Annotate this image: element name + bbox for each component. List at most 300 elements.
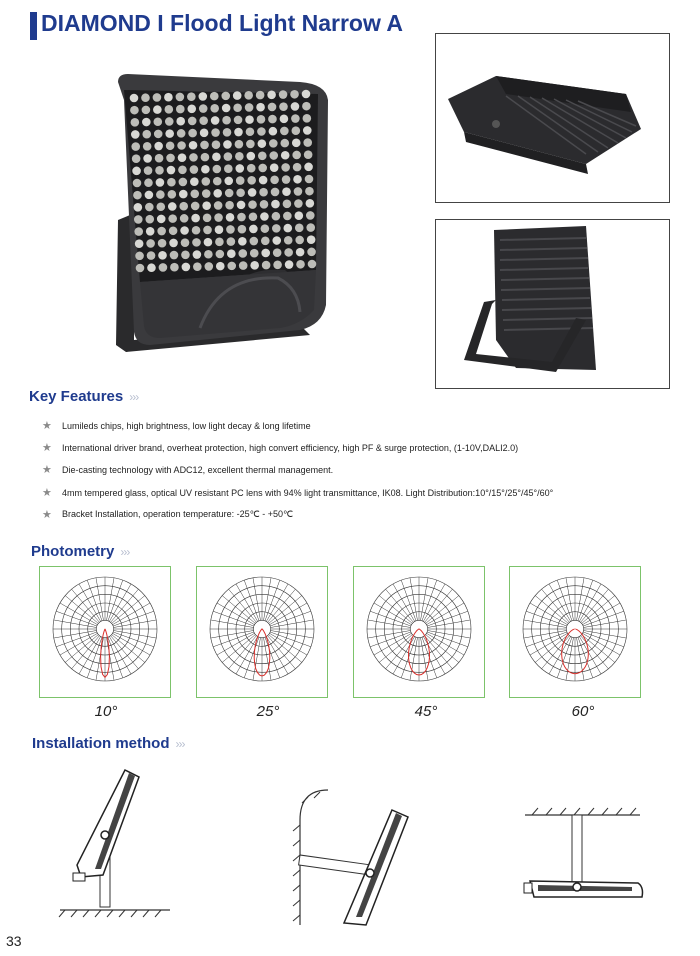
feature-item xyxy=(42,419,311,432)
led-chip xyxy=(272,236,281,245)
led-chip xyxy=(224,177,233,186)
led-chip xyxy=(269,127,278,136)
led-chip xyxy=(166,141,175,150)
feature-item xyxy=(42,441,518,454)
led-chip xyxy=(234,116,243,125)
led-chip xyxy=(246,127,255,136)
led-chip xyxy=(262,261,271,270)
polar-spoke xyxy=(229,589,257,622)
led-chip xyxy=(135,252,144,261)
led-chip xyxy=(284,248,293,257)
led-chip xyxy=(233,91,242,100)
led-chip xyxy=(245,115,254,124)
led-chip xyxy=(216,250,225,259)
photometry-heading xyxy=(31,543,129,560)
page-title: DIAMOND I Flood Light Narrow A xyxy=(41,10,404,36)
led-chip xyxy=(188,129,197,138)
led-chip xyxy=(211,128,220,137)
led-chip xyxy=(180,226,189,235)
led-chip xyxy=(305,187,314,196)
led-chip xyxy=(268,115,277,124)
led-chip xyxy=(146,239,155,248)
led-chip xyxy=(261,236,270,245)
led-chip xyxy=(293,163,302,172)
led-chip xyxy=(133,179,142,188)
led-chip xyxy=(192,238,201,247)
polar-spoke xyxy=(229,636,257,669)
led-chip xyxy=(283,200,292,209)
led-chip xyxy=(145,191,154,200)
feature-text: International driver brand, overheat protection, high convert efficiency, high PF & surge protection, (1-10V,DALI2.0) xyxy=(62,442,519,453)
led-chip xyxy=(213,177,222,186)
led-chip xyxy=(134,227,143,236)
led-chip xyxy=(261,224,270,233)
led-chip xyxy=(130,94,139,103)
led-chip xyxy=(304,163,313,172)
led-chip xyxy=(188,117,197,126)
product-top-view xyxy=(435,33,670,203)
polar-spoke xyxy=(426,596,459,624)
led-chip xyxy=(159,263,168,272)
led-chip xyxy=(200,129,209,138)
led-chip xyxy=(295,211,304,220)
beam-angle-label: 60° xyxy=(571,703,595,720)
beam-angle-label: 10° xyxy=(94,703,118,720)
polar-spoke xyxy=(268,589,296,622)
led-chip xyxy=(167,166,176,175)
feature-text: Die-casting technology with ADC12, excellent thermal management. xyxy=(62,464,334,475)
led-chip xyxy=(191,202,200,211)
led-chip xyxy=(176,105,185,114)
led-chip xyxy=(306,223,315,232)
led-chip xyxy=(296,260,305,269)
led-chip xyxy=(250,237,259,246)
polar-spoke xyxy=(581,589,609,622)
photometry-heading-text: Photometry xyxy=(31,543,115,560)
led-chip xyxy=(187,92,196,101)
polar-spoke xyxy=(268,636,296,669)
led-chip xyxy=(235,164,244,173)
led-chip xyxy=(212,153,221,162)
star-icon: ★ xyxy=(42,509,52,521)
led-chip xyxy=(189,153,198,162)
install-wall-mount xyxy=(290,785,420,930)
led-chip xyxy=(222,116,231,125)
led-chip xyxy=(147,263,156,272)
led-chip xyxy=(256,103,265,112)
beam-angle-label: 45° xyxy=(414,703,438,720)
led-chip xyxy=(234,128,243,137)
polar-diagram-10 xyxy=(39,566,171,698)
led-chip xyxy=(291,102,300,111)
led-chip xyxy=(257,115,266,124)
led-chip xyxy=(306,199,315,208)
led-chip xyxy=(210,92,219,101)
led-chip xyxy=(225,201,234,210)
led-chip xyxy=(307,248,316,257)
led-chip xyxy=(305,175,314,184)
led-chip xyxy=(247,152,256,161)
led-chip xyxy=(176,93,185,102)
feature-item xyxy=(42,508,293,521)
polar-spoke xyxy=(379,596,412,624)
star-icon: ★ xyxy=(42,464,52,476)
led-chip xyxy=(189,141,198,150)
led-chip xyxy=(202,201,211,210)
led-chip xyxy=(176,117,185,126)
led-chip xyxy=(283,224,292,233)
led-chip xyxy=(306,211,315,220)
led-chip xyxy=(157,215,166,224)
polar-diagram-25 xyxy=(196,566,328,698)
chevron-right-icon: ››› xyxy=(175,737,185,751)
title-accent-bar xyxy=(30,12,37,40)
led-chip xyxy=(202,189,211,198)
led-chip xyxy=(222,104,231,113)
feature-text: 4mm tempered glass, optical UV resistant PC lens with 94% light transmittance, IK08. Light Distribution:10°/15°/25°/45°/60° xyxy=(62,487,554,498)
led-chip xyxy=(272,224,281,233)
led-chip xyxy=(282,187,291,196)
led-chip xyxy=(165,117,174,126)
led-chip xyxy=(256,91,265,100)
led-chip xyxy=(199,92,208,101)
key-features-heading xyxy=(29,388,138,405)
led-chip xyxy=(250,249,259,258)
polar-spoke xyxy=(65,635,98,663)
led-chip xyxy=(259,188,268,197)
led-chip xyxy=(227,262,236,271)
polar-spoke xyxy=(72,636,100,669)
led-chip xyxy=(193,262,202,271)
led-chip xyxy=(236,176,245,185)
led-chip xyxy=(249,212,258,221)
led-chip xyxy=(130,106,139,115)
led-chip xyxy=(156,178,165,187)
led-chip xyxy=(226,213,235,222)
led-chip xyxy=(205,262,214,271)
led-chip xyxy=(295,224,304,233)
led-chip xyxy=(210,104,219,113)
star-icon: ★ xyxy=(42,442,52,454)
led-chip xyxy=(280,115,289,124)
led-chip xyxy=(247,164,256,173)
polar-spoke xyxy=(535,635,568,663)
page-number: 33 xyxy=(6,933,22,949)
led-chip xyxy=(158,251,167,260)
led-chip xyxy=(238,249,247,258)
led-chip xyxy=(158,239,167,248)
led-chip xyxy=(259,176,268,185)
led-chip xyxy=(233,103,242,112)
led-chip xyxy=(223,140,232,149)
led-chip xyxy=(142,130,151,139)
led-chip xyxy=(201,165,210,174)
led-chip xyxy=(295,236,304,245)
led-chip xyxy=(134,215,143,224)
led-chip xyxy=(166,154,175,163)
led-chip xyxy=(153,105,162,114)
led-chip xyxy=(294,187,303,196)
led-chip xyxy=(142,118,151,127)
polar-spoke xyxy=(269,635,302,663)
led-chip xyxy=(192,226,201,235)
led-chip xyxy=(227,237,236,246)
led-chip xyxy=(292,126,301,135)
led-chip xyxy=(239,261,248,270)
led-chip xyxy=(181,238,190,247)
led-chip xyxy=(155,154,164,163)
led-chip xyxy=(292,151,301,160)
led-chip xyxy=(257,127,266,136)
led-chip xyxy=(269,151,278,160)
led-chip xyxy=(144,178,153,187)
led-chip xyxy=(258,139,267,148)
led-chip xyxy=(283,212,292,221)
led-chip xyxy=(247,176,256,185)
led-chip xyxy=(132,154,141,163)
polar-spoke xyxy=(269,596,302,624)
feature-text: Lumileds chips, high brightness, low light decay & long lifetime xyxy=(62,420,311,431)
led-chip xyxy=(260,212,269,221)
led-chip xyxy=(146,227,155,236)
product-back-view xyxy=(435,219,670,389)
led-chip xyxy=(213,165,222,174)
led-chip xyxy=(281,151,290,160)
key-features-heading-text: Key Features xyxy=(29,388,124,405)
led-chip xyxy=(177,129,186,138)
led-chip xyxy=(134,203,143,212)
led-chip xyxy=(168,190,177,199)
led-chip xyxy=(180,214,189,223)
led-chip xyxy=(132,167,141,176)
led-chip xyxy=(270,176,279,185)
led-chip xyxy=(293,175,302,184)
led-chip xyxy=(203,214,212,223)
led-chip xyxy=(156,190,165,199)
chevron-right-icon: ››› xyxy=(129,390,139,404)
led-chip xyxy=(191,214,200,223)
polar-spoke xyxy=(222,635,255,663)
led-chip xyxy=(145,215,154,224)
led-chip xyxy=(181,250,190,259)
led-chip xyxy=(245,103,254,112)
led-chip xyxy=(216,262,225,271)
chevron-right-icon: ››› xyxy=(120,545,130,559)
polar-spoke xyxy=(542,636,570,669)
led-chip xyxy=(291,114,300,123)
led-chip xyxy=(248,200,257,209)
installation-heading-text: Installation method xyxy=(32,735,170,752)
led-chip xyxy=(237,201,246,210)
led-chip xyxy=(280,127,289,136)
led-chip xyxy=(282,175,291,184)
led-chip xyxy=(303,126,312,135)
led-chip xyxy=(223,128,232,137)
led-chip xyxy=(224,164,233,173)
led-chip xyxy=(215,238,224,247)
led-chip xyxy=(187,105,196,114)
led-chip xyxy=(308,260,317,269)
led-chip xyxy=(155,166,164,175)
led-chip xyxy=(270,163,279,172)
led-chip xyxy=(279,102,288,111)
led-chip xyxy=(225,189,234,198)
led-chip xyxy=(212,140,221,149)
led-chip xyxy=(214,213,223,222)
led-chip xyxy=(260,200,269,209)
polar-spoke xyxy=(72,589,100,622)
polar-spoke xyxy=(425,589,453,622)
led-chip xyxy=(246,140,255,149)
led-chip xyxy=(226,225,235,234)
led-chip xyxy=(165,105,174,114)
led-chip xyxy=(307,235,316,244)
installation-heading xyxy=(32,735,185,752)
led-chip xyxy=(147,251,156,260)
led-chip xyxy=(169,226,178,235)
led-chip xyxy=(170,263,179,272)
polar-spoke xyxy=(111,589,139,622)
led-chip xyxy=(144,166,153,175)
led-chip xyxy=(304,150,313,159)
led-chip xyxy=(143,142,152,151)
polar-spoke xyxy=(379,635,412,663)
led-chip xyxy=(215,225,224,234)
polar-spoke xyxy=(222,596,255,624)
polar-spoke xyxy=(112,596,145,624)
polar-spoke xyxy=(112,635,145,663)
polar-spoke xyxy=(65,596,98,624)
led-chip xyxy=(182,263,191,272)
led-chip xyxy=(211,116,220,125)
led-chip xyxy=(179,202,188,211)
led-chip xyxy=(199,116,208,125)
led-chip xyxy=(284,236,293,245)
led-chip xyxy=(267,91,276,100)
led-chip xyxy=(199,104,208,113)
led-chip xyxy=(235,152,244,161)
led-chip xyxy=(202,177,211,186)
polar-diagram-45 xyxy=(353,566,485,698)
led-chip xyxy=(190,177,199,186)
led-chip xyxy=(168,214,177,223)
polar-diagram-60 xyxy=(509,566,641,698)
led-chip xyxy=(294,199,303,208)
led-chip xyxy=(204,238,213,247)
led-chip xyxy=(280,139,289,148)
led-chip xyxy=(285,260,294,269)
led-chip xyxy=(250,261,259,270)
led-chip xyxy=(273,261,282,270)
led-chip xyxy=(268,103,277,112)
led-chip xyxy=(142,106,151,115)
main-product-image xyxy=(100,70,340,360)
polar-spoke xyxy=(582,596,615,624)
led-chip xyxy=(164,93,173,102)
led-chip xyxy=(273,248,282,257)
polar-spoke xyxy=(542,589,570,622)
led-chip xyxy=(302,90,311,99)
led-chip xyxy=(249,225,258,234)
polar-spoke xyxy=(581,636,609,669)
led-chip xyxy=(190,190,199,199)
polar-ring xyxy=(566,620,583,637)
led-chip xyxy=(235,140,244,149)
star-icon: ★ xyxy=(42,420,52,432)
led-chip xyxy=(236,188,245,197)
led-chip xyxy=(281,163,290,172)
polar-spoke xyxy=(535,596,568,624)
led-chip xyxy=(178,165,187,174)
led-chip xyxy=(131,118,140,127)
led-chip xyxy=(131,130,140,139)
polar-spoke xyxy=(582,635,615,663)
led-chip xyxy=(133,191,142,200)
led-chip xyxy=(141,93,150,102)
led-chip xyxy=(170,251,179,260)
led-chip xyxy=(271,200,280,209)
install-ceiling-mount xyxy=(520,805,645,915)
polar-spoke xyxy=(386,589,414,622)
led-chip xyxy=(224,152,233,161)
led-chip xyxy=(303,138,312,147)
led-chip xyxy=(179,178,188,187)
led-chip xyxy=(135,239,144,248)
led-chip xyxy=(165,129,174,138)
led-chip xyxy=(303,114,312,123)
led-chip xyxy=(214,201,223,210)
led-chip xyxy=(154,142,163,151)
feature-text: Bracket Installation, operation temperature: -25℃ - +50℃ xyxy=(62,509,294,519)
led-chip xyxy=(244,91,253,100)
led-chip xyxy=(296,248,305,257)
polar-spoke xyxy=(111,636,139,669)
led-chip xyxy=(136,264,145,273)
led-chip xyxy=(200,141,209,150)
star-icon: ★ xyxy=(42,487,52,499)
led-chip xyxy=(204,250,213,259)
led-chip xyxy=(269,139,278,148)
led-chip xyxy=(179,190,188,199)
led-chip xyxy=(145,203,154,212)
led-chip xyxy=(248,188,257,197)
led-chip xyxy=(237,213,246,222)
led-chip xyxy=(178,153,187,162)
led-chip xyxy=(169,239,178,248)
led-chip xyxy=(302,102,311,111)
install-ground-mount xyxy=(55,765,175,920)
led-chip xyxy=(258,164,267,173)
led-chip xyxy=(153,117,162,126)
led-chip xyxy=(167,178,176,187)
led-chip xyxy=(131,142,140,151)
led-chip xyxy=(272,212,281,221)
led-chip xyxy=(156,202,165,211)
led-chip xyxy=(143,154,152,163)
led-chip xyxy=(292,139,301,148)
led-chip xyxy=(203,226,212,235)
led-chip xyxy=(154,130,163,139)
beam-angle-label: 25° xyxy=(256,703,280,720)
feature-item xyxy=(42,463,333,476)
led-chip xyxy=(201,153,210,162)
led-chip xyxy=(227,249,236,258)
led-chip xyxy=(153,93,162,102)
led-chip xyxy=(290,90,299,99)
led-chip xyxy=(238,237,247,246)
led-chip xyxy=(190,165,199,174)
led-chip xyxy=(258,151,267,160)
